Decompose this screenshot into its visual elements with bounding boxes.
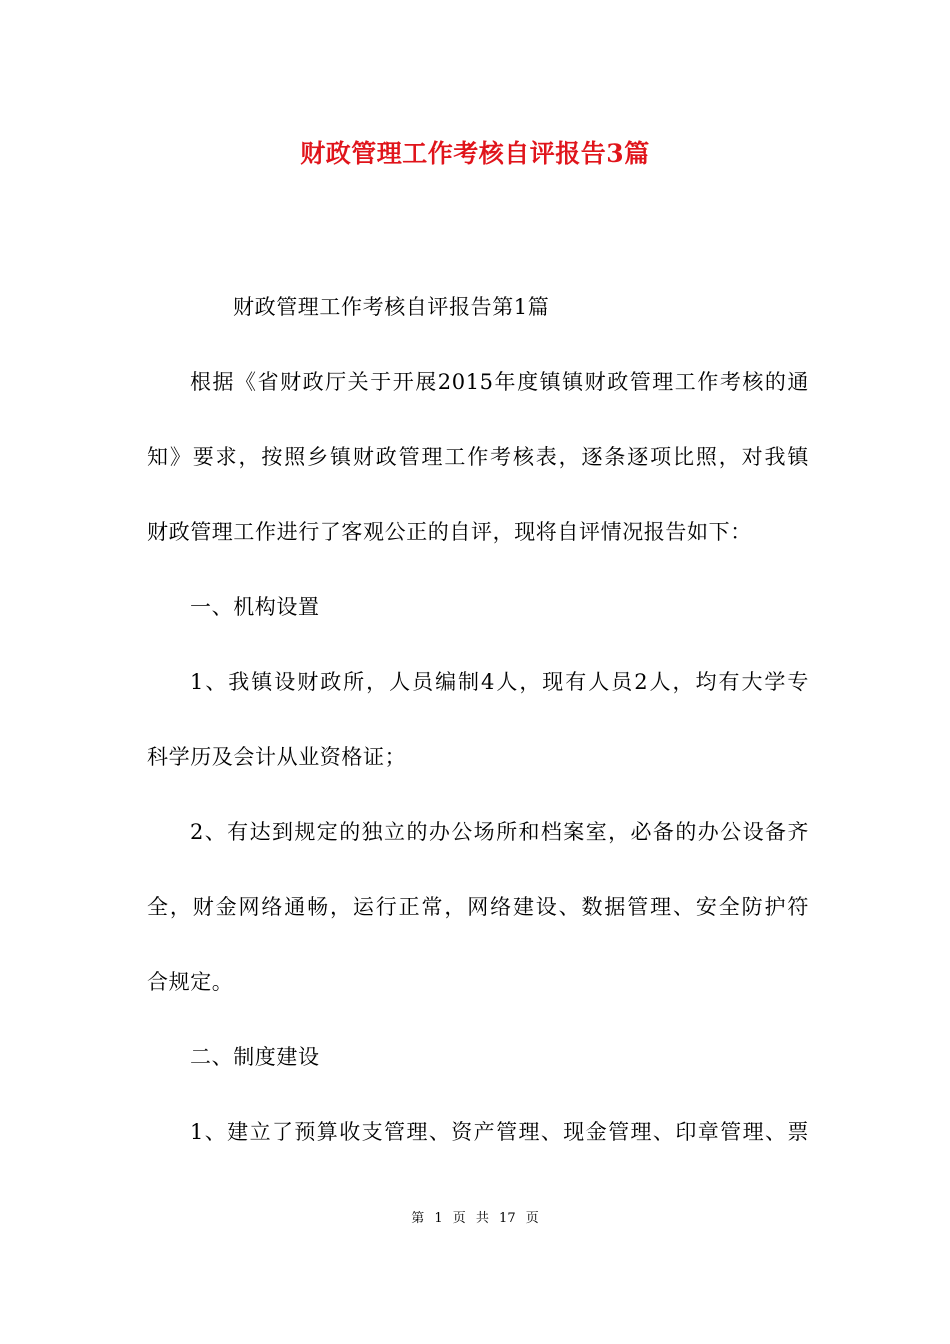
paragraph-line: 1、我镇设财政所，人员编制4人，现有人员2人，均有大学专 [190,670,809,694]
paragraph-line: 全，财金网络通畅，运行正常，网络建设、数据管理、安全防护符 [147,895,809,919]
paragraph-line: 2、有达到规定的独立的办公场所和档案室，必备的办公设备齐 [190,820,809,844]
paragraph-line: 财政管理工作进行了客观公正的自评，现将自评情况报告如下： [147,520,752,544]
section-heading: 二、制度建设 [190,1045,320,1069]
section-heading: 财政管理工作考核自评报告第1篇 [233,295,550,319]
page-footer: 第 1 页 共 17 页 [411,1211,539,1226]
document-body [147,270,809,1170]
paragraph-line: 1、建立了预算收支管理、资产管理、现金管理、印章管理、票 [190,1120,809,1144]
paragraph-line: 知》要求，按照乡镇财政管理工作考核表，逐条逐项比照，对我镇 [147,445,809,469]
paragraph-line: 合规定。 [147,970,234,994]
section-heading: 一、机构设置 [190,595,320,619]
paragraph-line: 根据《省财政厅关于开展2015年度镇镇财政管理工作考核的通 [190,370,809,394]
document-title: 财政管理工作考核自评报告3篇 [300,139,650,168]
paragraph-line: 科学历及会计从业资格证； [147,745,407,769]
